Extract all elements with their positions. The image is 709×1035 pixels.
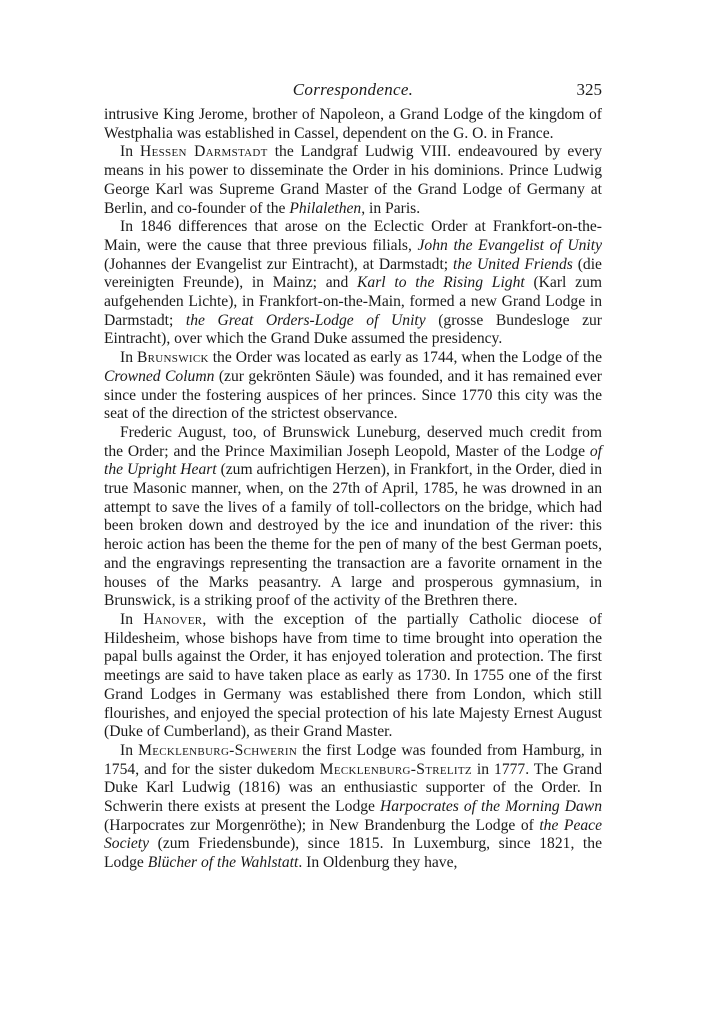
text-run: , with the exception of the partially Catholic diocese of Hildesheim, whose bishops have from time to time brought into operation the papal bulls against the Order, it has enjoyed toleration and protection. The first meetings are said to have taken place as early as 1730. In 1755 one of the first Grand Lodges in Germany was established there from London, which still flourishes, and enjoyed the special protection of his late Majesty Ernest August (Duke of Cumberland), as their Grand Master. (104, 610, 602, 741)
text-run: In (120, 349, 137, 367)
place-name: Mecklenburg-Schwerin (138, 741, 298, 759)
page-number: 325 (576, 80, 602, 99)
text-run: (zur gekrönten Säule) was founded, and it has remained ever since under the fostering auspices of her princes. Since 1770 this city was the seat of the direction of the strictest observance. (104, 367, 602, 423)
running-head (104, 80, 602, 104)
text-run: , in Paris. (361, 199, 421, 217)
text-run: the first Lodge was founded from Hamburg, in 1754, and for the sister dukedom (104, 741, 603, 778)
italic-title: Philalethen (289, 199, 362, 217)
paragraph (104, 106, 602, 143)
italic-title: Harpocrates of the Morning Dawn (380, 798, 603, 816)
text-run: In (120, 741, 139, 759)
place-name: Brunswick (136, 349, 209, 367)
paragraph (104, 611, 602, 742)
paragraph (104, 742, 602, 873)
text-run: (grosse Bundesloge zur Eintracht), over which the Grand Duke assumed the presidency. (104, 311, 602, 348)
place-name: Mecklenburg-Strelitz (319, 760, 472, 778)
paragraph (104, 424, 602, 611)
text-run: . In Oldenburg they have, (298, 854, 458, 872)
place-name: Hanover (143, 610, 203, 628)
italic-title: Karl to the Rising Light (357, 274, 525, 292)
running-title: Correspondence. (292, 80, 414, 99)
text-run: In (120, 143, 141, 161)
text-run: the Order was located as early as 1744, when the Lodge of the (208, 349, 602, 367)
italic-title: the Great Orders-Lodge of Unity (185, 311, 426, 329)
text-run: (Harpocrates zur Morgenröthe); in New Brandenburg the Lodge of (104, 816, 540, 834)
italic-title: the Peace Society (104, 816, 602, 853)
text-run: intrusive King Jerome, brother of Napoleon, a Grand Lodge of the kingdom of Westphalia was established in Cassel, dependent on the G. O. in France. (104, 106, 602, 142)
italic-title: John the Evangelist of Unity (417, 236, 603, 254)
text-run: In (120, 610, 144, 628)
italic-title: the United Friends (453, 255, 573, 273)
paragraph (104, 143, 602, 218)
text-run: (Johannes der Evangelist zur Eintracht), at Darmstadt; (104, 255, 454, 273)
paragraph (104, 349, 602, 424)
text-run: (die vereinigten Freunde), in Mainz; and (104, 255, 602, 292)
italic-title: Blücher of the Wahlstatt (147, 854, 299, 872)
text-run: Frederic August, too, of Brunswick Luneburg, deserved much credit from the Order; and the Prince Maximilian Joseph Leopold, Master of the Lodge (104, 423, 602, 460)
text-run: (Karl zum aufgehenden Lichte), in Frankfort-on-the-Main, formed a new Grand Lodge in Darmstadt; (104, 274, 603, 329)
text-run: (zum aufrichtigen Herzen), in Frankfort, in the Order, died in true Masonic manner, when, on the 27th of April, 1785, he was drowned in an attempt to save the lives of a family of toll-collectors on the bridge, which had been broken down and destroyed by the ice and inundation of the river: this heroic action has been the theme for the pen of many of the best German poets, and the engravings representing the transaction are a favorite ornament in the houses of the Marks peasantry. A large and prosperous gymnasium, in Brunswick, is a striking proof of the activity of the Brethren there. (104, 461, 602, 610)
text-run: In 1846 differences that arose on the Eclectic Order at Frankfort-on-the-Main, were the cause that three previous filials, (104, 218, 602, 254)
text-run: (zum Friedensbunde), since 1815. In Luxemburg, since 1821, the Lodge (104, 835, 602, 872)
italic-title: Crowned Column (104, 367, 215, 385)
italic-title: of the Upright Heart (104, 442, 602, 479)
body-text (104, 106, 602, 873)
book-page (104, 80, 602, 873)
paragraph (104, 218, 602, 349)
place-name: Hessen Darmstadt (140, 143, 268, 161)
text-run: in 1777. The Grand Duke Karl Ludwig (1816) was an enthusiastic supporter of the Order. In Schwerin there exists at present the Lodge (104, 760, 602, 816)
text-run: the Landgraf Ludwig VIII. endeavoured by every means in his power to disseminate the Order in his dominions. Prince Ludwig George Karl was Supreme Grand Master of the Grand Lodge of Germany at Berlin, and co-founder of the (104, 143, 602, 217)
